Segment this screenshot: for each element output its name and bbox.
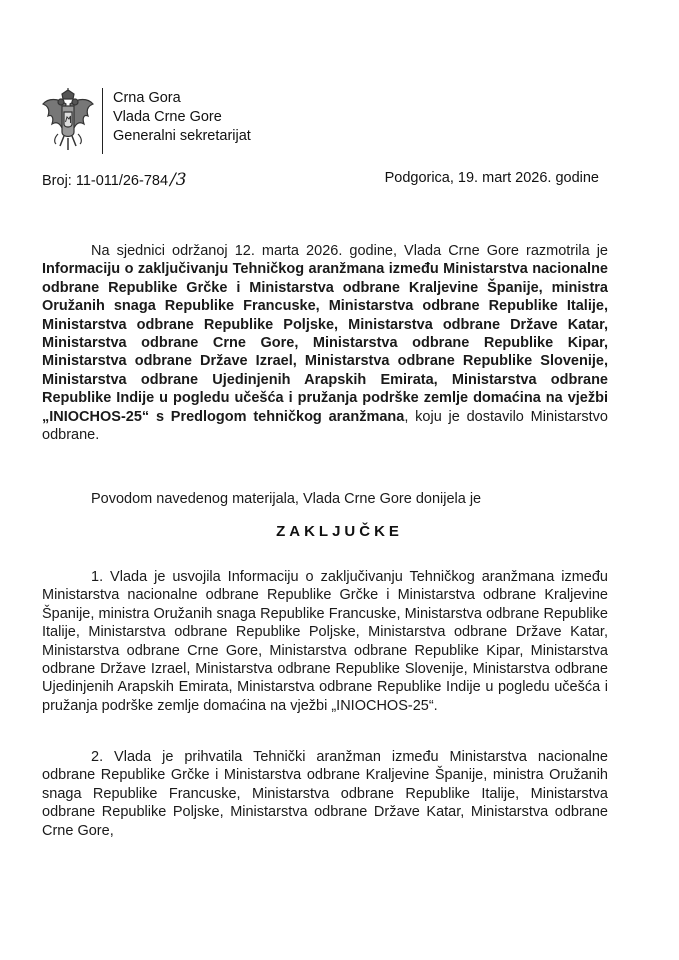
conclusion-item-2: 2. Vlada je prihvatila Tehnički aranžman između Ministarstva nacionalne odbrane Republike Grčke i Ministarstva odbrane Kraljevine Španije, ministra Oružanih snaga Republike Francuske, Ministarstva odbrane Republike Italije, Ministarstva odbrane Republike Poljske, Ministarstva odbrane Države Katar, Ministarstva odbrane Crne Gore,: [42, 749, 608, 839]
decision-line: Povodom navedenog materijala, Vlada Crne Gore donijela je: [91, 491, 482, 507]
conclusions-heading: ZAKLJUČKE: [276, 523, 403, 540]
reference-handwritten-suffix: /3: [170, 170, 187, 190]
header-divider: [102, 88, 103, 154]
letterhead-text: [113, 88, 251, 146]
intro-bold-title: Informaciju o zaključivanju Tehničkog aranžmana između Ministarstva nacionalne odbrane Republike Grčke i Ministarstva odbrane Kraljevine Španije, ministra Oružanih snaga Republike Francuske, Ministarstva odbrane Republike Italije, Ministarstva odbrane Republike Poljske, Ministarstva odbrane Države Katar, Ministarstva odbrane Crne Gore, Ministarstva odbrane Republike Kipar, Ministarstva odbrane Države Izrael, Ministarstva odbrane Republike Slovenije, Ministarstva odbrane Ujedinjenih Arapskih Emirata, Ministarstva odbrane Republike Indije u pogledu učešća i pružanja podrške zemlje domaćina na vježbi „INIOCHOS-25“ s Predlogom tehničkog aranžmana: [42, 261, 608, 425]
intro-lead: Na sjednici održanoj 12. marta 2026. godine, Vlada Crne Gore razmotrila je: [91, 243, 608, 259]
intro-paragraph: [42, 242, 608, 444]
header-secretariat: Generalni sekretarijat: [113, 128, 251, 144]
reference-number-text: Broj: 11-011/26-784: [42, 173, 169, 189]
reference-number: [42, 170, 187, 190]
conclusion-item-1: 1. Vlada je usvojila Informaciju o zaključivanju Tehničkog aranžmana između Ministarstva nacionalne odbrane Republike Grčke i Ministarstva odbrane Kraljevine Španije, ministra Oružanih snaga Republike Francuske, Ministarstva odbrane Republike Italije, Ministarstva odbrane Republike Poljske, Ministarstva odbrane Države Katar, Ministarstva odbrane Crne Gore, Ministarstva odbrane Republike Kipar, Ministarstva odbrane Države Izrael, Ministarstva odbrane Republike Slovenije, Ministarstva odbrane Ujedinjenih Arapskih Emirata, Ministarstva odbrane Republike Indije u pogledu učešća i pružanja podrške zemlje domaćina na vježbi „INIOCHOS-25“.: [42, 569, 608, 714]
header-country: Crna Gora: [113, 90, 181, 106]
header-government: Vlada Crne Gore: [113, 109, 222, 125]
document-date: Podgorica, 19. mart 2026. godine: [384, 170, 599, 186]
coat-of-arms-icon: [40, 88, 96, 152]
intro-tail: , koju je dostavilo Ministarstvo odbrane.: [42, 408, 608, 444]
letterhead: [40, 88, 251, 156]
